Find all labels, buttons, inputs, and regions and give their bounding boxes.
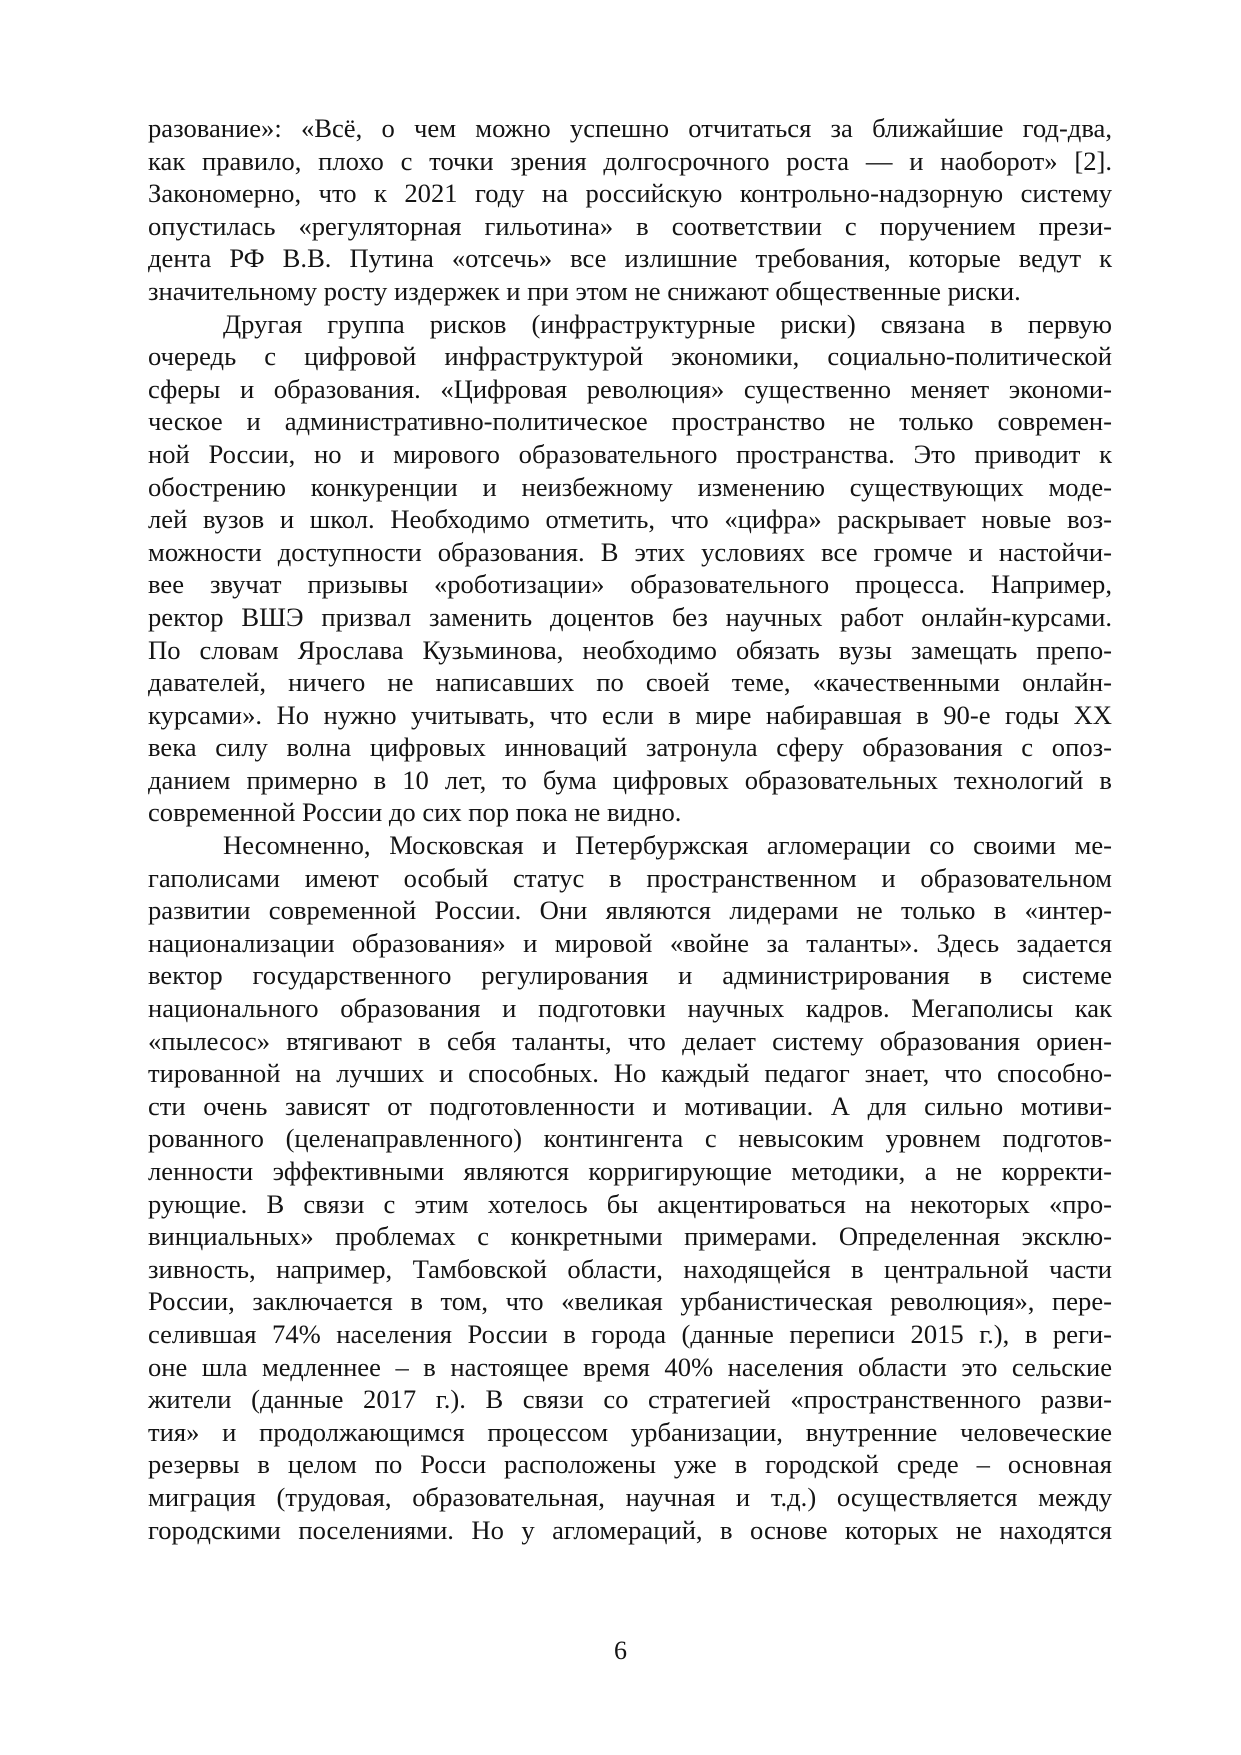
text-line: развитии современной России. Они являются лидерами не только в «интер- bbox=[148, 895, 1112, 926]
paragraph bbox=[148, 112, 1112, 308]
text-line: курсами». Но нужно учитывать, что если в мире набиравшая в 90-е годы XX bbox=[148, 699, 1112, 730]
text-line: винциальных» проблемах с конкретными примерами. Определенная эксклю- bbox=[148, 1221, 1112, 1252]
page-number: 6 bbox=[614, 1636, 627, 1665]
text-line: значительному росту издержек и при этом не снижают общественные риски. bbox=[148, 275, 1021, 306]
text-line: сти очень зависят от подготовленности и мотивации. А для сильно мотиви- bbox=[148, 1090, 1112, 1121]
text-line: оне шла медленнее – в настоящее время 40% населения области это сельские bbox=[148, 1351, 1112, 1382]
body-text bbox=[148, 112, 1112, 1546]
text-line: очередь с цифровой инфраструктурой экономики, социально-политической bbox=[148, 341, 1112, 372]
text-line: ной России, но и мирового образовательного пространства. Это приводит к bbox=[148, 438, 1112, 469]
text-line: зивность, например, Тамбовской области, находящейся в центральной части bbox=[148, 1253, 1112, 1284]
text-line: тированной на лучших и способных. Но каждый педагог знает, что способно- bbox=[148, 1058, 1112, 1089]
paragraph bbox=[148, 829, 1112, 1546]
text-line: гаполисами имеют особый статус в пространственном и образовательном bbox=[148, 862, 1112, 893]
text-line: обострению конкуренции и неизбежному изменению существующих моде- bbox=[148, 471, 1112, 502]
text-line: данием примерно в 10 лет, то бума цифровых образовательных технологий в bbox=[148, 764, 1112, 795]
text-line: Несомненно, Московская и Петербуржская агломерации со своими ме- bbox=[223, 830, 1112, 861]
text-line: «пылесос» втягивают в себя таланты, что делает систему образования ориен- bbox=[148, 1025, 1112, 1056]
text-line: лей вузов и школ. Необходимо отметить, что «цифра» раскрывает новые воз- bbox=[148, 504, 1112, 535]
text-line: как правило, плохо с точки зрения долгосрочного роста — и наоборот» [2]. bbox=[148, 145, 1112, 176]
text-line: давателей, ничего не написавших по своей теме, «качественными онлайн- bbox=[148, 667, 1112, 698]
paragraph bbox=[148, 308, 1112, 830]
text-line: селившая 74% населения России в города (данные переписи 2015 г.), в реги- bbox=[148, 1318, 1112, 1349]
text-line: вее звучат призывы «роботизации» образовательного процесса. Например, bbox=[148, 569, 1112, 600]
text-line: рующие. В связи с этим хотелось бы акцентироваться на некоторых «про- bbox=[148, 1188, 1112, 1219]
text-line: дента РФ В.В. Путина «отсечь» все излишние требования, которые ведут к bbox=[148, 243, 1112, 274]
text-line: опустилась «регуляторная гильотина» в соответствии с поручением прези- bbox=[148, 210, 1112, 241]
text-line: городскими поселениями. Но у агломераций, в основе которых не находятся bbox=[148, 1514, 1112, 1545]
text-line: жители (данные 2017 г.). В связи со стратегией «пространственного разви- bbox=[148, 1384, 1112, 1415]
text-line: тия» и продолжающимся процессом урбанизации, внутренние человеческие bbox=[148, 1416, 1112, 1447]
text-line: резервы в целом по Росси расположены уже в городской среде – основная bbox=[148, 1449, 1112, 1480]
text-line: века силу волна цифровых инноваций затронула сферу образования с опоз- bbox=[148, 732, 1112, 763]
text-line: Закономерно, что к 2021 году на российскую контрольно-надзорную систему bbox=[148, 178, 1112, 209]
text-line: России, заключается в том, что «великая урбанистическая революция», пере- bbox=[148, 1286, 1112, 1317]
text-line: рованного (целенаправленного) контингента с невысоким уровнем подготов- bbox=[148, 1123, 1112, 1154]
text-line: Другая группа рисков (инфраструктурные риски) связана в первую bbox=[223, 308, 1112, 339]
text-line: национализации образования» и мировой «войне за таланты». Здесь задается bbox=[148, 927, 1112, 958]
text-line: можности доступности образования. В этих условиях все громче и настойчи- bbox=[148, 536, 1112, 567]
text-line: вектор государственного регулирования и администрирования в системе bbox=[148, 960, 1112, 991]
text-line: сферы и образования. «Цифровая революция» существенно меняет экономи- bbox=[148, 373, 1112, 404]
text-line: ректор ВШЭ призвал заменить доцентов без научных работ онлайн-курсами. bbox=[148, 601, 1112, 632]
text-line: национального образования и подготовки научных кадров. Мегаполисы как bbox=[148, 993, 1112, 1024]
text-line: ческое и административно-политическое пространство не только современ- bbox=[148, 406, 1112, 437]
text-line: По словам Ярослава Кузьминова, необходимо обязать вузы замещать препо- bbox=[148, 634, 1112, 665]
text-line: миграция (трудовая, образовательная, научная и т.д.) осуществляется между bbox=[148, 1481, 1112, 1512]
text-line: разование»: «Всё, о чем можно успешно отчитаться за ближайшие год-два, bbox=[148, 113, 1112, 143]
text-line: ленности эффективными являются корригирующие методики, а не корректи- bbox=[148, 1156, 1112, 1186]
text-line: современной России до сих пор пока не видно. bbox=[148, 797, 682, 828]
